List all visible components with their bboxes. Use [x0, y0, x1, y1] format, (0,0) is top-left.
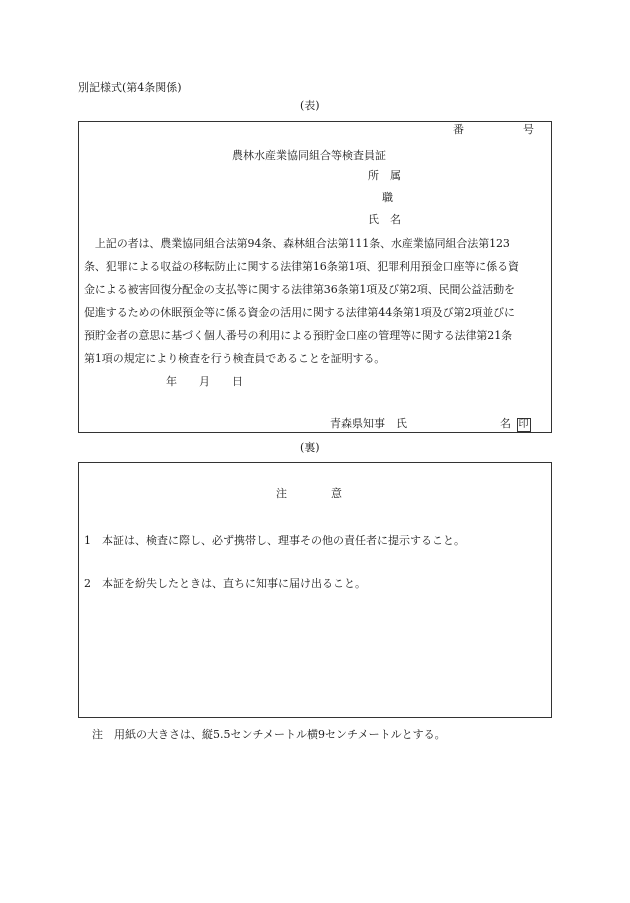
- number-label-suffix: 号: [523, 123, 534, 136]
- paper-size-note: 注 用紙の大きさは、縦5.5センチメートル横9センチメートルとする。: [92, 728, 446, 741]
- back-side-label: (裏): [300, 441, 320, 454]
- seal-mark: 印: [518, 419, 529, 430]
- body-line: 促進するための休眠預金等に係る資金の活用に関する法律第44条第1項及び第2項並びに: [84, 306, 515, 319]
- position-label: 職: [382, 191, 393, 204]
- affiliation-label: 所 属: [368, 169, 401, 182]
- front-side-label: (表): [300, 99, 320, 112]
- note-item: 2 本証を紛失したときは、直ちに知事に届け出ること。: [84, 577, 366, 590]
- issuer-name-char: 名: [500, 417, 511, 430]
- card-title: 農林水産業協同組合等検査員証: [232, 149, 386, 162]
- issuer-name-label: [500, 418, 531, 432]
- body-line: 上記の者は、農業協同組合法第94条、森林組合法第111条、水産業協同組合法第123: [84, 237, 510, 250]
- date-line: 年 月 日: [166, 375, 243, 388]
- body-line: 条、犯罪による収益の移転防止に関する法律第16条第1項、犯罪利用預金口座等に係る資: [84, 260, 519, 273]
- number-label: 番: [453, 123, 464, 136]
- body-line: 第1項の規定により検査を行う検査員であることを証明する。: [84, 352, 386, 365]
- body-line: 預貯金者の意思に基づく個人番号の利用による預貯金口座の管理等に関する法律第21条: [84, 329, 512, 342]
- form-label: 別記様式(第4条関係): [78, 81, 182, 94]
- notes-title: 注 意: [276, 487, 342, 500]
- note-item: 1 本証は、検査に際し、必ず携帯し、理事その他の責任者に提示すること。: [84, 534, 465, 547]
- issuer-label: 青森県知事 氏: [330, 417, 407, 430]
- front-card: [78, 121, 552, 433]
- name-label: 氏 名: [368, 213, 401, 226]
- back-card: [78, 462, 552, 718]
- body-line: 金による被害回復分配金の支払等に関する法律第36条第1項及び第2項、民間公益活動を: [84, 283, 515, 296]
